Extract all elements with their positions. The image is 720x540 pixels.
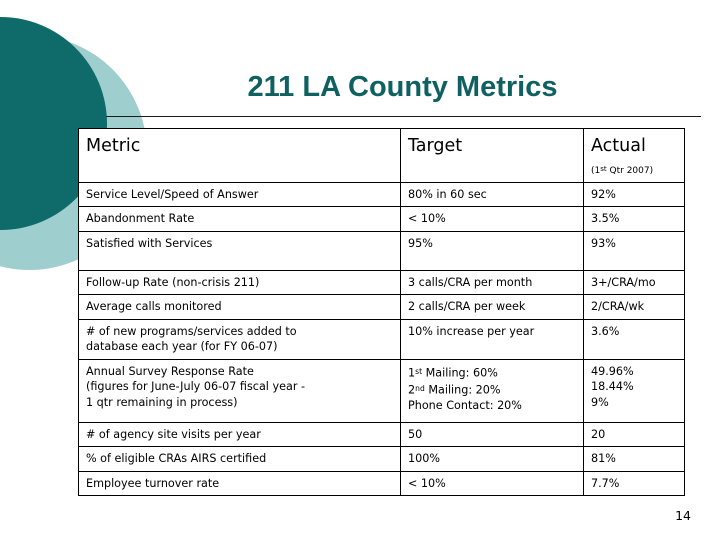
cell-metric-line: Annual Survey Response Rate xyxy=(86,364,254,378)
title-divider-rule xyxy=(106,116,701,117)
cell-metric xyxy=(79,319,401,359)
target-line2-pre: 2 xyxy=(408,383,416,397)
target-line2-sup: nd xyxy=(415,383,425,393)
target-line1-post: Mailing: 60% xyxy=(422,366,498,380)
cell-target: 100% xyxy=(401,447,584,472)
cell-metric-line: # of new programs/services added to xyxy=(86,324,297,338)
cell-target-line xyxy=(408,381,577,398)
cell-metric-line: (figures for June-July 06-07 fiscal year - xyxy=(86,380,306,394)
table-header-row xyxy=(79,129,685,183)
cell-actual: 93% xyxy=(584,231,685,270)
cell-target-line: Phone Contact: 20% xyxy=(408,398,522,412)
cell-metric: Service Level/Speed of Answer xyxy=(79,182,401,207)
cell-target xyxy=(401,359,584,422)
cell-metric xyxy=(79,359,401,422)
cell-target: 95% xyxy=(401,231,584,270)
cell-actual: 20 xyxy=(584,422,685,447)
cell-metric: # of agency site visits per year xyxy=(79,422,401,447)
column-header-actual xyxy=(584,129,685,183)
cell-target: < 10% xyxy=(401,207,584,232)
target-line1-sup: st xyxy=(415,366,423,376)
cell-metric: Employee turnover rate xyxy=(79,471,401,496)
table-row xyxy=(79,319,685,359)
cell-metric: Satisfied with Services xyxy=(79,231,401,270)
table-row xyxy=(79,471,685,496)
actual-period-post: Qtr 2007) xyxy=(606,165,654,176)
cell-target: 2 calls/CRA per week xyxy=(401,295,584,320)
cell-actual: 3+/CRA/mo xyxy=(584,270,685,295)
actual-period-pre: (1 xyxy=(591,165,601,176)
table-row xyxy=(79,359,685,422)
cell-actual: 3.6% xyxy=(584,319,685,359)
target-line2-post: Mailing: 20% xyxy=(424,383,501,397)
column-header-target: Target xyxy=(401,129,584,183)
column-header-metric: Metric xyxy=(79,129,401,183)
table-row xyxy=(79,447,685,472)
cell-target: 3 calls/CRA per month xyxy=(401,270,584,295)
cell-actual-line: 49.96% xyxy=(591,364,634,378)
table-row xyxy=(79,231,685,270)
table-row xyxy=(79,270,685,295)
cell-actual: 3.5% xyxy=(584,207,685,232)
cell-metric-line: database each year (for FY 06-07) xyxy=(86,340,278,354)
cell-actual: 7.7% xyxy=(584,471,685,496)
cell-metric: Average calls monitored xyxy=(79,295,401,320)
table-row xyxy=(79,207,685,232)
cell-metric-line: 1 qtr remaining in process) xyxy=(86,395,238,409)
metrics-table xyxy=(78,128,685,496)
column-header-actual-period xyxy=(591,163,678,177)
cell-actual-line: 9% xyxy=(591,395,609,409)
cell-actual-line: 18.44% xyxy=(591,380,634,394)
cell-actual: 92% xyxy=(584,182,685,207)
target-line1-pre: 1 xyxy=(408,366,416,380)
cell-metric: Follow-up Rate (non-crisis 211) xyxy=(79,270,401,295)
slide-title: 211 LA County Metrics xyxy=(247,71,558,103)
cell-actual xyxy=(584,359,685,422)
table-row xyxy=(79,422,685,447)
cell-target: 10% increase per year xyxy=(401,319,584,359)
cell-actual: 81% xyxy=(584,447,685,472)
cell-target: 50 xyxy=(401,422,584,447)
table-row xyxy=(79,182,685,207)
cell-target: 80% in 60 sec xyxy=(401,182,584,207)
column-header-actual-label: Actual xyxy=(591,136,646,156)
table-row xyxy=(79,295,685,320)
cell-metric: Abandonment Rate xyxy=(79,207,401,232)
actual-period-sup: st xyxy=(600,165,607,173)
page-number: 14 xyxy=(675,508,691,523)
cell-target-line xyxy=(408,364,577,381)
cell-metric: % of eligible CRAs AIRS certified xyxy=(79,447,401,472)
cell-actual: 2/CRA/wk xyxy=(584,295,685,320)
cell-target: < 10% xyxy=(401,471,584,496)
